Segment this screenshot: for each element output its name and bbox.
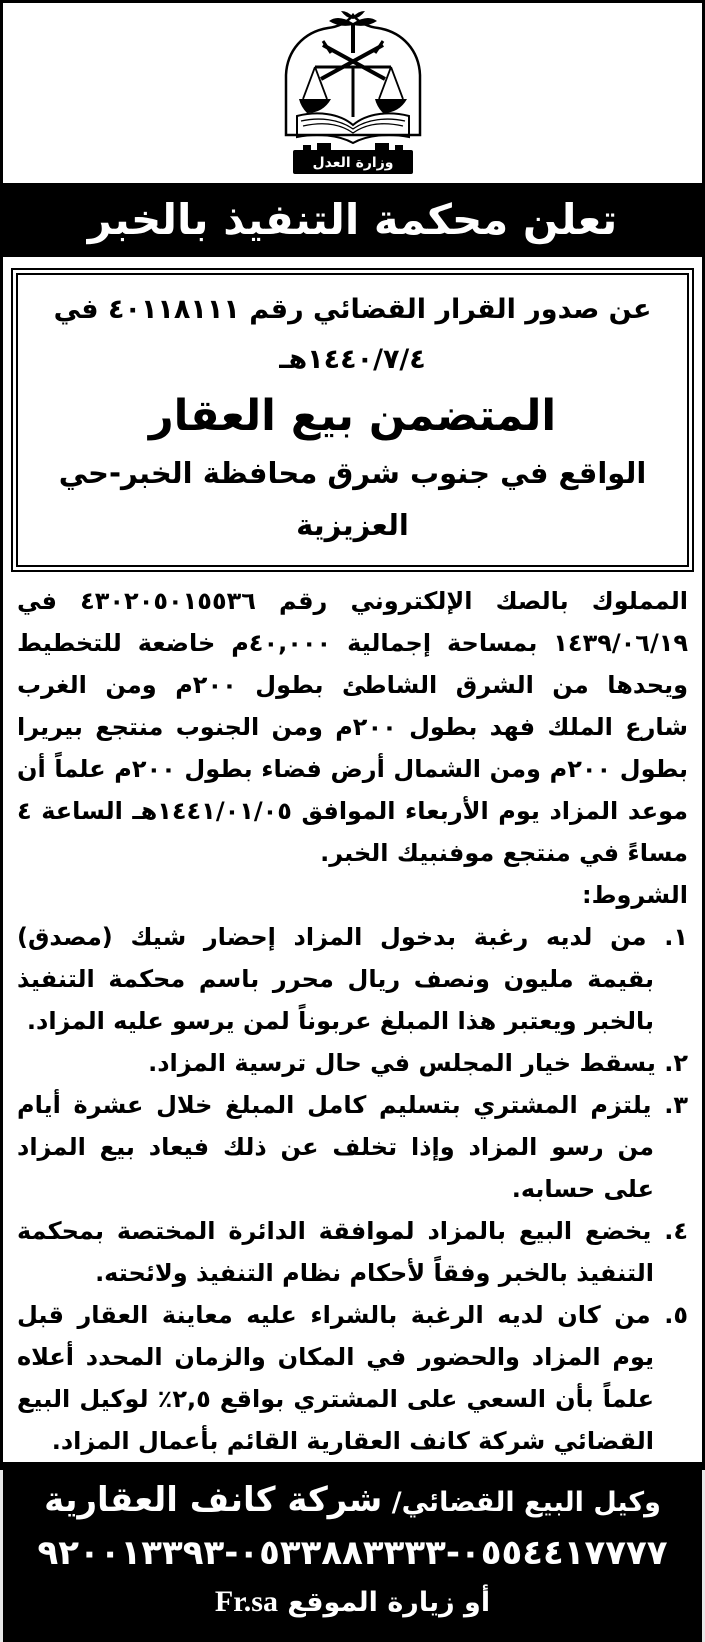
decision-number-line: عن صدور القرار القضائي رقم ٤٠١١٨١١١ في ١٤٤٠/٧/٤هـ <box>53 294 652 375</box>
condition-item-3 <box>17 1084 688 1210</box>
condition-text: من كان لديه الرغبة بالشراء عليه معاينة العقار قبل يوم المزاد والحضور في المكان والزمان المحدد أعلاه علماً بأن السعي على المشتري بواقع ٢,٥٪ لوكيل البيع القضائي شركة كانف العقارية القائم بأعمال المزاد. <box>17 1301 654 1455</box>
condition-number: ٤. <box>664 1217 688 1245</box>
ministry-name-label: وزارة العدل <box>312 155 393 171</box>
property-description: المملوك بالصك الإلكتروني رقم ٤٣٠٢٠٥٠١٥٥٣٦ في ١٤٣٩/٠٦/١٩ بمساحة إجمالية ٤٠,٠٠٠م خاضعة للتخطيط ويحدها من الشرق الشاطئ بطول ٢٠٠م ومن الغرب شارع الملك فهد بطول ٢٠٠م ومن الجنوب منتجع بيريرا بطول ٢٠٠م ومن الشمال أرض فضاء بطول ٢٠٠م علماً أن موعد المزاد يوم الأربعاء الموافق ١٤٤١/٠١/٠٥هـ الساعة ٤ مساءً في منتجع موفنبيك الخبر. <box>17 587 689 867</box>
footer-banner <box>3 1462 702 1642</box>
condition-item-4 <box>17 1210 688 1294</box>
website-domain: Fr.sa <box>214 1585 278 1618</box>
sale-agent-label: وكيل البيع القضائي/ <box>391 1487 661 1518</box>
sale-agent-line <box>11 1476 694 1527</box>
condition-number: ٥. <box>664 1301 688 1329</box>
condition-text: من لديه رغبة بدخول المزاد إحضار شيك (مصدق) بقيمة مليون ونصف ريال محرر باسم محكمة التنفيذ بالخبر ويعتبر هذا المبلغ عربوناً لمن يرسو عليه المزاد. <box>17 923 654 1035</box>
conditions-heading: الشروط: <box>581 881 688 909</box>
condition-item-1 <box>17 916 688 1042</box>
header-banner <box>3 183 702 257</box>
website-line <box>11 1579 694 1626</box>
condition-text: يخضع البيع بالمزاد لموافقة الدائرة المختصة بمحكمة التنفيذ بالخبر وفقاً لأحكام نظام التنفيذ ولائحته. <box>17 1217 654 1287</box>
condition-number: ١. <box>664 923 689 951</box>
phone-numbers: ٠٥٥٤٤١٧٧٧٧-٠٥٣٣٨٨٣٣٣٣-٩٢٠٠١٣٣٩٣ <box>37 1533 668 1573</box>
sale-title: المتضمن بيع العقار <box>148 391 557 441</box>
condition-number: ٢. <box>664 1049 688 1077</box>
condition-item-5 <box>17 1294 688 1462</box>
announcement-title: تعلن محكمة التنفيذ بالخبر <box>87 195 618 244</box>
condition-number: ٣. <box>664 1091 688 1119</box>
condition-text: يلتزم المشتري بتسليم كامل المبلغ خلال عشرة أيام من رسو المزاد وإذا تخلف عن ذلك فيعاد بيع المزاد على حسابه. <box>17 1091 654 1203</box>
justice-scales-emblem-icon <box>273 9 433 177</box>
sale-agent-name: شركة كانف العقارية <box>44 1480 383 1520</box>
ministry-logo <box>3 3 702 183</box>
condition-item-2 <box>17 1042 688 1084</box>
condition-text: يسقط خيار المجلس في حال ترسية المزاد. <box>148 1049 656 1077</box>
website-label: أو زيارة الموقع <box>287 1587 491 1618</box>
decision-box-inner <box>16 273 689 567</box>
decision-box <box>11 268 694 572</box>
property-location: الواقع في جنوب شرق محافظة الخبر-حي العزيزية <box>58 456 647 542</box>
notice-body <box>3 572 702 1462</box>
